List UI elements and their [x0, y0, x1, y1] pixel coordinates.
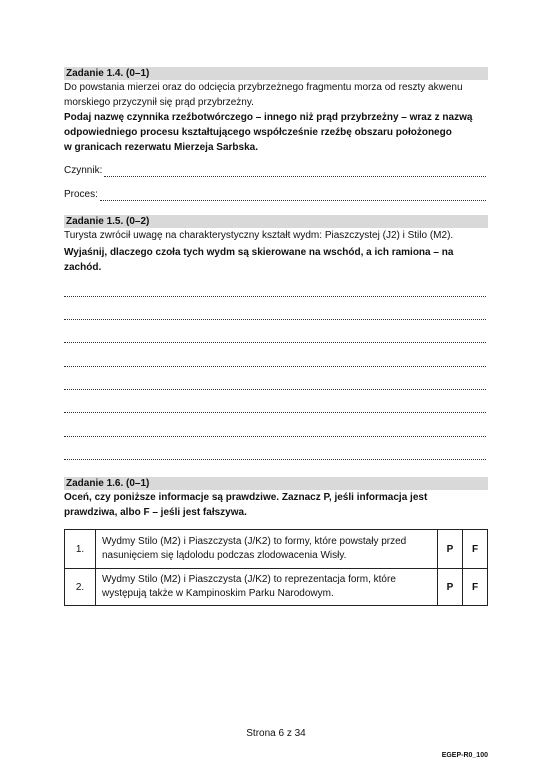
answer-line: [64, 389, 486, 390]
task-1-4-intro: [64, 80, 488, 110]
task-1-4-command-line-1: Podaj nazwę czynnika rzeźbotwórczego – innego niż prąd przybrzeżny – wraz z nazwą: [64, 112, 473, 123]
row-number: 2.: [65, 569, 96, 606]
task-1-6-command-line-2: prawdziwa, albo F – jeśli jest fałszywa.: [64, 507, 247, 518]
answer-line: [64, 436, 486, 437]
false-option[interactable]: F: [463, 569, 488, 606]
factor-label: Czynnik:: [64, 165, 103, 176]
answer-line: [64, 412, 486, 413]
answer-line: [64, 366, 486, 367]
task-1-4-intro-line-1: Do powstania mierzei oraz do odcięcia przybrzeżnego fragmentu morza od reszty akwenu: [64, 82, 463, 93]
factor-dotted-line: [104, 167, 486, 177]
task-1-4-intro-line-2: morskiego przyczynił się prąd przybrzeżny.: [64, 97, 254, 108]
task-1-5-command: [64, 245, 488, 275]
statement-line-1: Wydmy Stilo (M2) i Piaszczysta (J/K2) to formy, które powstały przed: [102, 536, 407, 547]
true-option[interactable]: P: [438, 530, 463, 569]
statement-line-2: nasunięciem się lądolodu podczas zlodowacenia Wisły.: [102, 550, 347, 561]
answer-line: [64, 296, 486, 297]
statement-text: [96, 569, 438, 606]
exam-code: EGEP-R0_100: [441, 752, 488, 759]
task-1-4-command: [64, 110, 488, 155]
task-1-5-intro: Turysta zwrócił uwagę na charakterystyczny kształt wydm: Piaszczystej (J2) i Stilo (M2).: [64, 230, 454, 241]
process-answer-field[interactable]: [64, 189, 486, 201]
statement-text: [96, 530, 438, 569]
statement-line-2: występują także w Kampinoskim Parku Narodowym.: [102, 588, 334, 599]
task-1-6-command: [64, 490, 488, 520]
statement-line-1: Wydmy Stilo (M2) i Piaszczysta (J/K2) to reprezentacja form, które: [102, 574, 396, 585]
true-option[interactable]: P: [438, 569, 463, 606]
true-false-table: [64, 529, 488, 606]
task-1-4-command-line-2: odpowiedniego procesu kształtującego współcześnie rzeźbę obszaru położonego: [64, 127, 452, 138]
task-1-6-command-line-1: Oceń, czy poniższe informacje są prawdziwe. Zaznacz P, jeśli informacja jest: [64, 492, 428, 503]
task-1-6-heading: Zadanie 1.6. (0–1): [64, 477, 488, 490]
task-1-5-heading: Zadanie 1.5. (0–2): [64, 215, 488, 228]
page-number: Strona 6 z 34: [246, 728, 306, 739]
answer-line: [64, 459, 486, 460]
task-1-5-command-line-2: zachód.: [64, 262, 102, 273]
answer-line: [64, 319, 486, 320]
answer-line: [64, 342, 486, 343]
table-row: [65, 569, 488, 606]
row-number: 1.: [65, 530, 96, 569]
table-row: [65, 530, 488, 569]
task-1-4-heading: Zadanie 1.4. (0–1): [64, 67, 488, 80]
task-1-4-command-line-3: w granicach rezerwatu Mierzeja Sarbska.: [64, 142, 258, 153]
process-dotted-line: [100, 191, 486, 201]
process-label: Proces:: [64, 189, 98, 200]
factor-answer-field[interactable]: [64, 165, 486, 177]
false-option[interactable]: F: [463, 530, 488, 569]
task-1-5-command-line-1: Wyjaśnij, dlaczego czoła tych wydm są skierowane na wschód, a ich ramiona – na: [64, 247, 454, 258]
